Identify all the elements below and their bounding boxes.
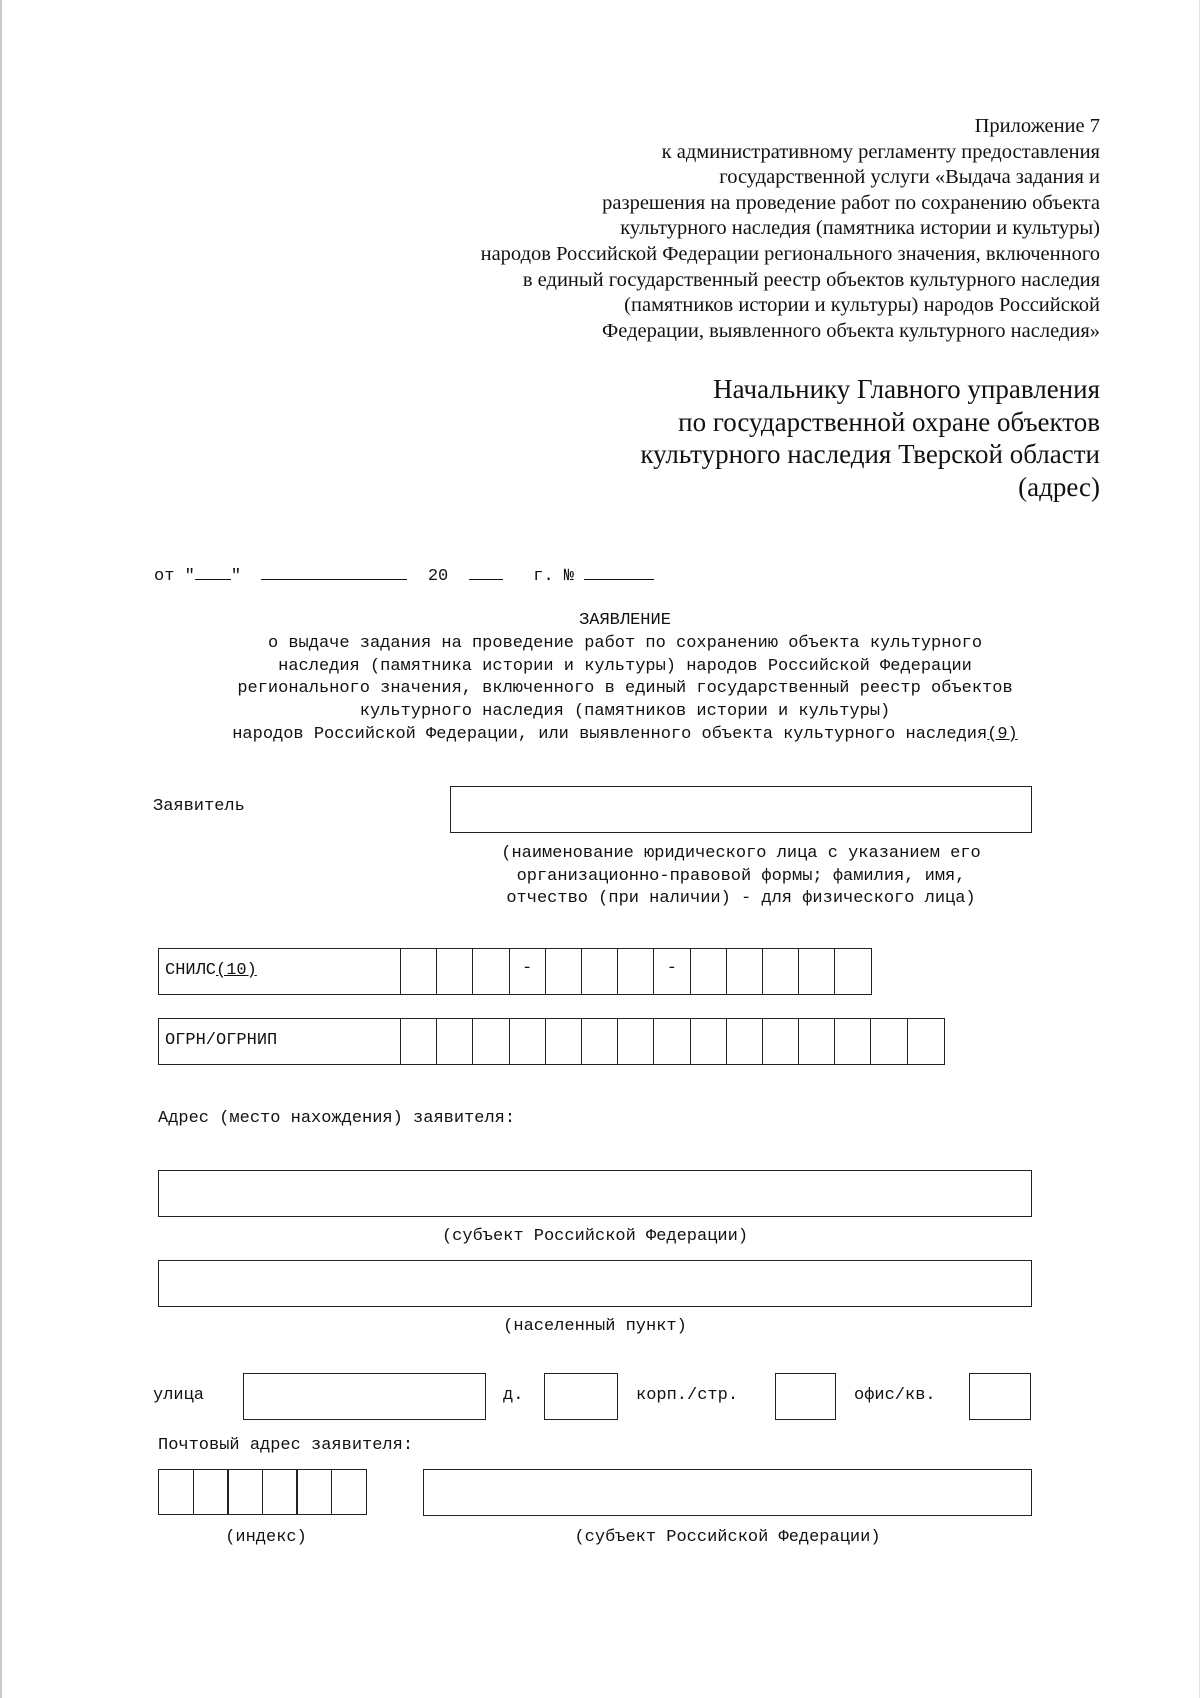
month-blank[interactable]: [261, 565, 407, 580]
index-cell[interactable]: [296, 1469, 332, 1515]
number-blank[interactable]: [584, 565, 654, 580]
addressee-line: Начальнику Главного управления: [713, 374, 1100, 404]
applicant-caption-line: отчество (при наличии) - для физического лица): [506, 889, 976, 908]
date-from-label: от: [154, 567, 175, 586]
appendix-line: государственной услуги «Выдача задания и: [719, 166, 1100, 189]
ogrn-cell[interactable]: [510, 1019, 546, 1064]
appendix-line: к административному регламенту предоставления: [661, 140, 1100, 163]
statement-heading: ЗАЯВЛЕНИЕ: [579, 611, 671, 630]
statement-line: о выдаче задания на проведение работ по сохранению объекта культурного: [267, 633, 983, 653]
snils-cell[interactable]: [546, 949, 582, 994]
snils-cell: -: [654, 949, 690, 994]
year-suffix: г.: [533, 567, 554, 586]
snils-label-text: СНИЛС: [165, 961, 217, 980]
postal-subject-caption: (субъект Российской Федерации): [574, 1528, 881, 1547]
addressee-line: по государственной охране объектов: [678, 406, 1100, 437]
snils-cell[interactable]: [473, 949, 509, 994]
address-locality-caption: (населенный пункт): [503, 1317, 687, 1336]
ogrn-cell[interactable]: [654, 1019, 690, 1064]
snils-cell[interactable]: [799, 949, 835, 994]
applicant-input[interactable]: [450, 786, 1032, 833]
applicant-caption: [450, 843, 1032, 911]
snils-cell[interactable]: [401, 949, 437, 994]
statement-line: регионального значения, включенного в единый государственный реестр объектов: [237, 679, 1013, 699]
street-input[interactable]: [243, 1373, 486, 1420]
snils-cell[interactable]: [437, 949, 473, 994]
ogrn-cell[interactable]: [908, 1019, 944, 1064]
ogrn-label: ОГРН/ОГРНИП: [159, 1019, 401, 1064]
postal-index-caption: (индекс): [225, 1528, 307, 1547]
statement-title: [140, 610, 1110, 747]
snils-cell[interactable]: [582, 949, 618, 994]
ogrn-cell[interactable]: [582, 1019, 618, 1064]
snils-cell[interactable]: [835, 949, 871, 994]
addressee-line: (адрес): [1018, 471, 1100, 502]
ogrn-cell[interactable]: [618, 1019, 654, 1064]
snils-cell[interactable]: [618, 949, 654, 994]
number-sign: №: [563, 567, 575, 586]
ogrn-cell[interactable]: [546, 1019, 582, 1064]
ogrn-cell[interactable]: [401, 1019, 437, 1064]
ogrn-cell[interactable]: [473, 1019, 509, 1064]
appendix-block: [380, 114, 1100, 344]
snils-cell[interactable]: [763, 949, 799, 994]
addressee-line: культурного наследия Тверской области: [640, 439, 1100, 469]
index-cell[interactable]: [158, 1469, 194, 1515]
office-label: офис/кв.: [854, 1386, 936, 1405]
ogrn-cell[interactable]: [871, 1019, 907, 1064]
appendix-line: в единый государственный реестр объектов культурного наследия: [522, 268, 1100, 291]
snils-cell[interactable]: [727, 949, 763, 994]
year-prefix: 20: [427, 567, 449, 586]
appendix-line: Приложение 7: [974, 115, 1100, 137]
snils-cell[interactable]: [691, 949, 727, 994]
address-locality-input[interactable]: [158, 1260, 1032, 1307]
office-input[interactable]: [969, 1373, 1031, 1420]
postal-subject-input[interactable]: [423, 1469, 1032, 1516]
building-input[interactable]: [775, 1373, 836, 1420]
appendix-line: разрешения на проведение работ по сохранению объекта: [602, 191, 1100, 214]
appendix-line: Федерации, выявленного объекта культурного наследия»: [602, 319, 1100, 342]
index-cell[interactable]: [331, 1469, 367, 1515]
day-blank[interactable]: [195, 565, 231, 580]
appendix-line: народов Российской Федерации регионального значения, включенного: [480, 242, 1100, 265]
statement-line: культурного наследия (памятников истории и культуры): [359, 702, 891, 722]
year-blank[interactable]: [469, 565, 503, 580]
house-input[interactable]: [544, 1373, 618, 1420]
addressee-block: [480, 373, 1100, 503]
ogrn-cell[interactable]: [763, 1019, 799, 1064]
applicant-label: Заявитель: [153, 797, 245, 816]
snils-label: [159, 949, 401, 994]
statement-line: народов Российской Федерации, или выявленного объекта культурного наследия: [232, 724, 988, 744]
applicant-caption-line: (наименование юридического лица с указанием его: [501, 844, 981, 863]
index-cell[interactable]: [262, 1469, 298, 1515]
postal-index-grid: [158, 1469, 367, 1515]
footnote-ref: (9): [987, 724, 1018, 744]
scan-edge-left: [0, 0, 2, 1698]
house-label: д.: [503, 1386, 524, 1405]
address-heading: Адрес (место нахождения) заявителя:: [158, 1109, 516, 1128]
index-cell[interactable]: [193, 1469, 229, 1515]
ogrn-cell[interactable]: [691, 1019, 727, 1064]
date-quote-open: ": [184, 567, 195, 586]
applicant-caption-line: организационно-правовой формы; фамилия, имя,: [516, 866, 966, 886]
statement-line: наследия (памятника истории и культуры) народов Российской Федерации: [278, 656, 972, 676]
date-quote-close: ": [230, 567, 242, 586]
appendix-line: (памятников истории и культуры) народов Российской: [624, 294, 1100, 317]
snils-cell: -: [510, 949, 546, 994]
address-subject-caption: (субъект Российской Федерации): [441, 1227, 749, 1246]
postal-heading: Почтовый адрес заявителя:: [158, 1436, 414, 1455]
ogrn-cell[interactable]: [727, 1019, 763, 1064]
ogrn-cell[interactable]: [437, 1019, 473, 1064]
address-subject-input[interactable]: [158, 1170, 1032, 1217]
street-label: улица: [153, 1386, 205, 1405]
snils-grid: [158, 948, 872, 995]
appendix-line: культурного наследия (памятника истории и культуры): [620, 217, 1100, 240]
ogrn-cell[interactable]: [799, 1019, 835, 1064]
ogrn-cell[interactable]: [835, 1019, 871, 1064]
ogrn-grid: [158, 1018, 945, 1065]
snils-footnote: (10): [216, 961, 257, 980]
index-cell[interactable]: [227, 1469, 263, 1515]
building-label: корп./стр.: [636, 1386, 739, 1405]
date-line: [154, 565, 654, 586]
